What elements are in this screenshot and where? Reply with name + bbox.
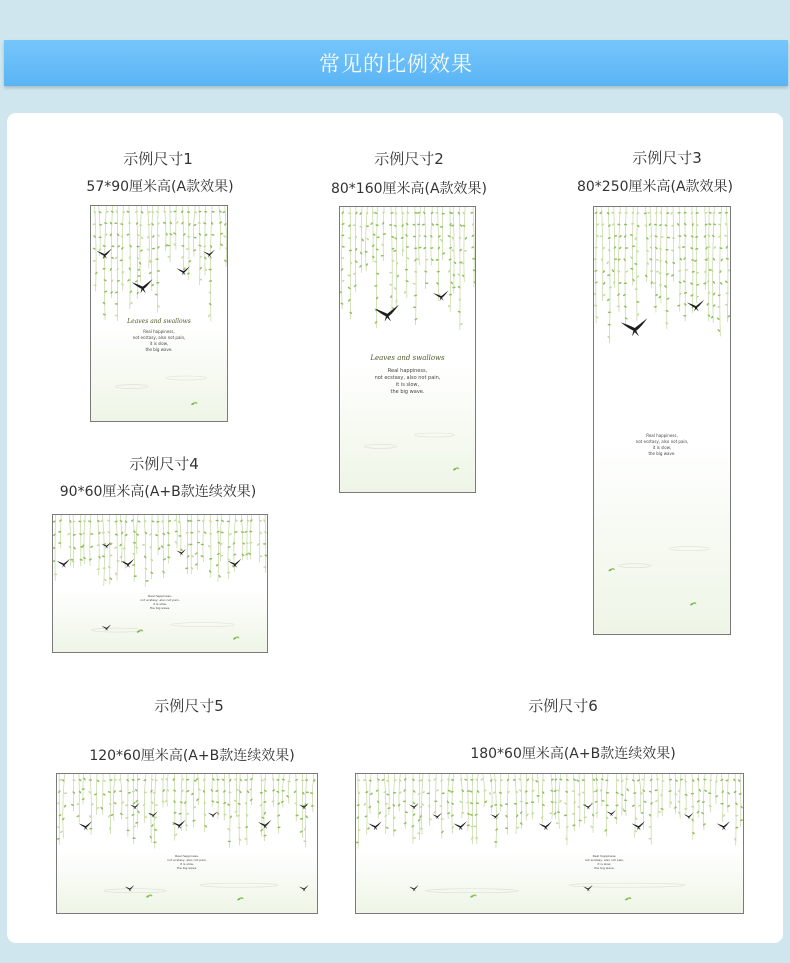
sample-1-image — [90, 205, 228, 422]
artwork-caption: Leaves and swallows — [127, 318, 191, 325]
willow-illustration — [356, 774, 743, 913]
swallow-icon — [583, 885, 593, 892]
swallow-icon — [258, 820, 271, 829]
artwork-quote: Real happiness, not ecstasy, also not pain, it is slow, the big wave. — [132, 329, 186, 352]
swallow-icon — [539, 821, 552, 830]
swallow-icon — [409, 803, 419, 810]
swallow-icon — [130, 803, 140, 810]
swallow-icon — [102, 624, 112, 631]
swallow-icon — [684, 813, 694, 820]
willow-illustration — [53, 515, 267, 652]
willow-illustration — [594, 207, 730, 634]
swallow-icon — [125, 885, 135, 892]
sample-4-name: 示例尺寸4 — [129, 455, 199, 473]
willow-illustration — [340, 207, 475, 492]
swallow-icon — [208, 811, 218, 818]
sample-2-image — [339, 206, 476, 493]
sample-3-name: 示例尺寸3 — [632, 149, 702, 167]
swallow-icon — [621, 318, 648, 336]
artwork-quote: Real happiness, not ecstasy, also not pain, it is slow, the big wave. — [167, 854, 207, 870]
swallow-icon — [432, 813, 442, 820]
sample-2-name: 示例尺寸2 — [374, 150, 444, 168]
sample-3-size: 80*250厘米高(A款效果) — [576, 179, 734, 195]
swallow-icon — [57, 559, 70, 568]
sample-5-name: 示例尺寸5 — [154, 697, 224, 715]
swallow-icon — [687, 300, 704, 312]
sample-5-image — [56, 773, 318, 914]
artwork-caption: Leaves and swallows — [370, 354, 445, 362]
swallow-icon — [453, 821, 466, 830]
sample-1-size: 57*90厘米高(A款效果) — [86, 179, 234, 195]
sample-3-image — [593, 206, 731, 635]
swallow-icon — [299, 885, 309, 892]
section-title: 常见的比例效果 — [319, 52, 473, 76]
swallow-icon — [717, 821, 730, 830]
sample-4-image — [52, 514, 268, 653]
artwork-quote: Real happiness, not ecstasy, also not pain, it is slow, the big wave. — [374, 368, 441, 395]
sample-5-size: 120*60厘米高(A+B款连续效果) — [89, 748, 295, 764]
willow-illustration — [57, 774, 317, 913]
artwork-quote: Real happiness, not ecstasy, also not pain, it is slow, the big wave. — [140, 594, 180, 610]
swallow-icon — [368, 821, 381, 830]
sample-2-size: 80*160厘米高(A款效果) — [330, 181, 488, 197]
artwork-quote: Real happiness, not ecstasy, also not pain, it is slow, the big wave. — [584, 854, 625, 870]
swallow-icon — [409, 885, 419, 892]
swallow-icon — [433, 291, 448, 301]
sample-1-name: 示例尺寸1 — [123, 150, 193, 168]
swallow-icon — [374, 305, 399, 322]
swallow-icon — [632, 821, 645, 830]
section-banner — [4, 40, 788, 86]
swallow-icon — [132, 279, 153, 293]
willow-illustration — [91, 206, 227, 421]
sample-4-size: 90*60厘米高(A+B款连续效果) — [59, 484, 257, 500]
swallow-icon — [490, 813, 500, 820]
swallow-icon — [121, 559, 134, 568]
sample-6-image — [355, 773, 744, 914]
sample-6-name: 示例尺寸6 — [528, 697, 598, 715]
artwork-quote: Real happiness, not ecstasy, also not pain, it is slow, the big wave. — [635, 433, 689, 456]
sample-6-size: 180*60厘米高(A+B款连续效果) — [470, 746, 676, 762]
swallow-icon — [606, 810, 616, 817]
